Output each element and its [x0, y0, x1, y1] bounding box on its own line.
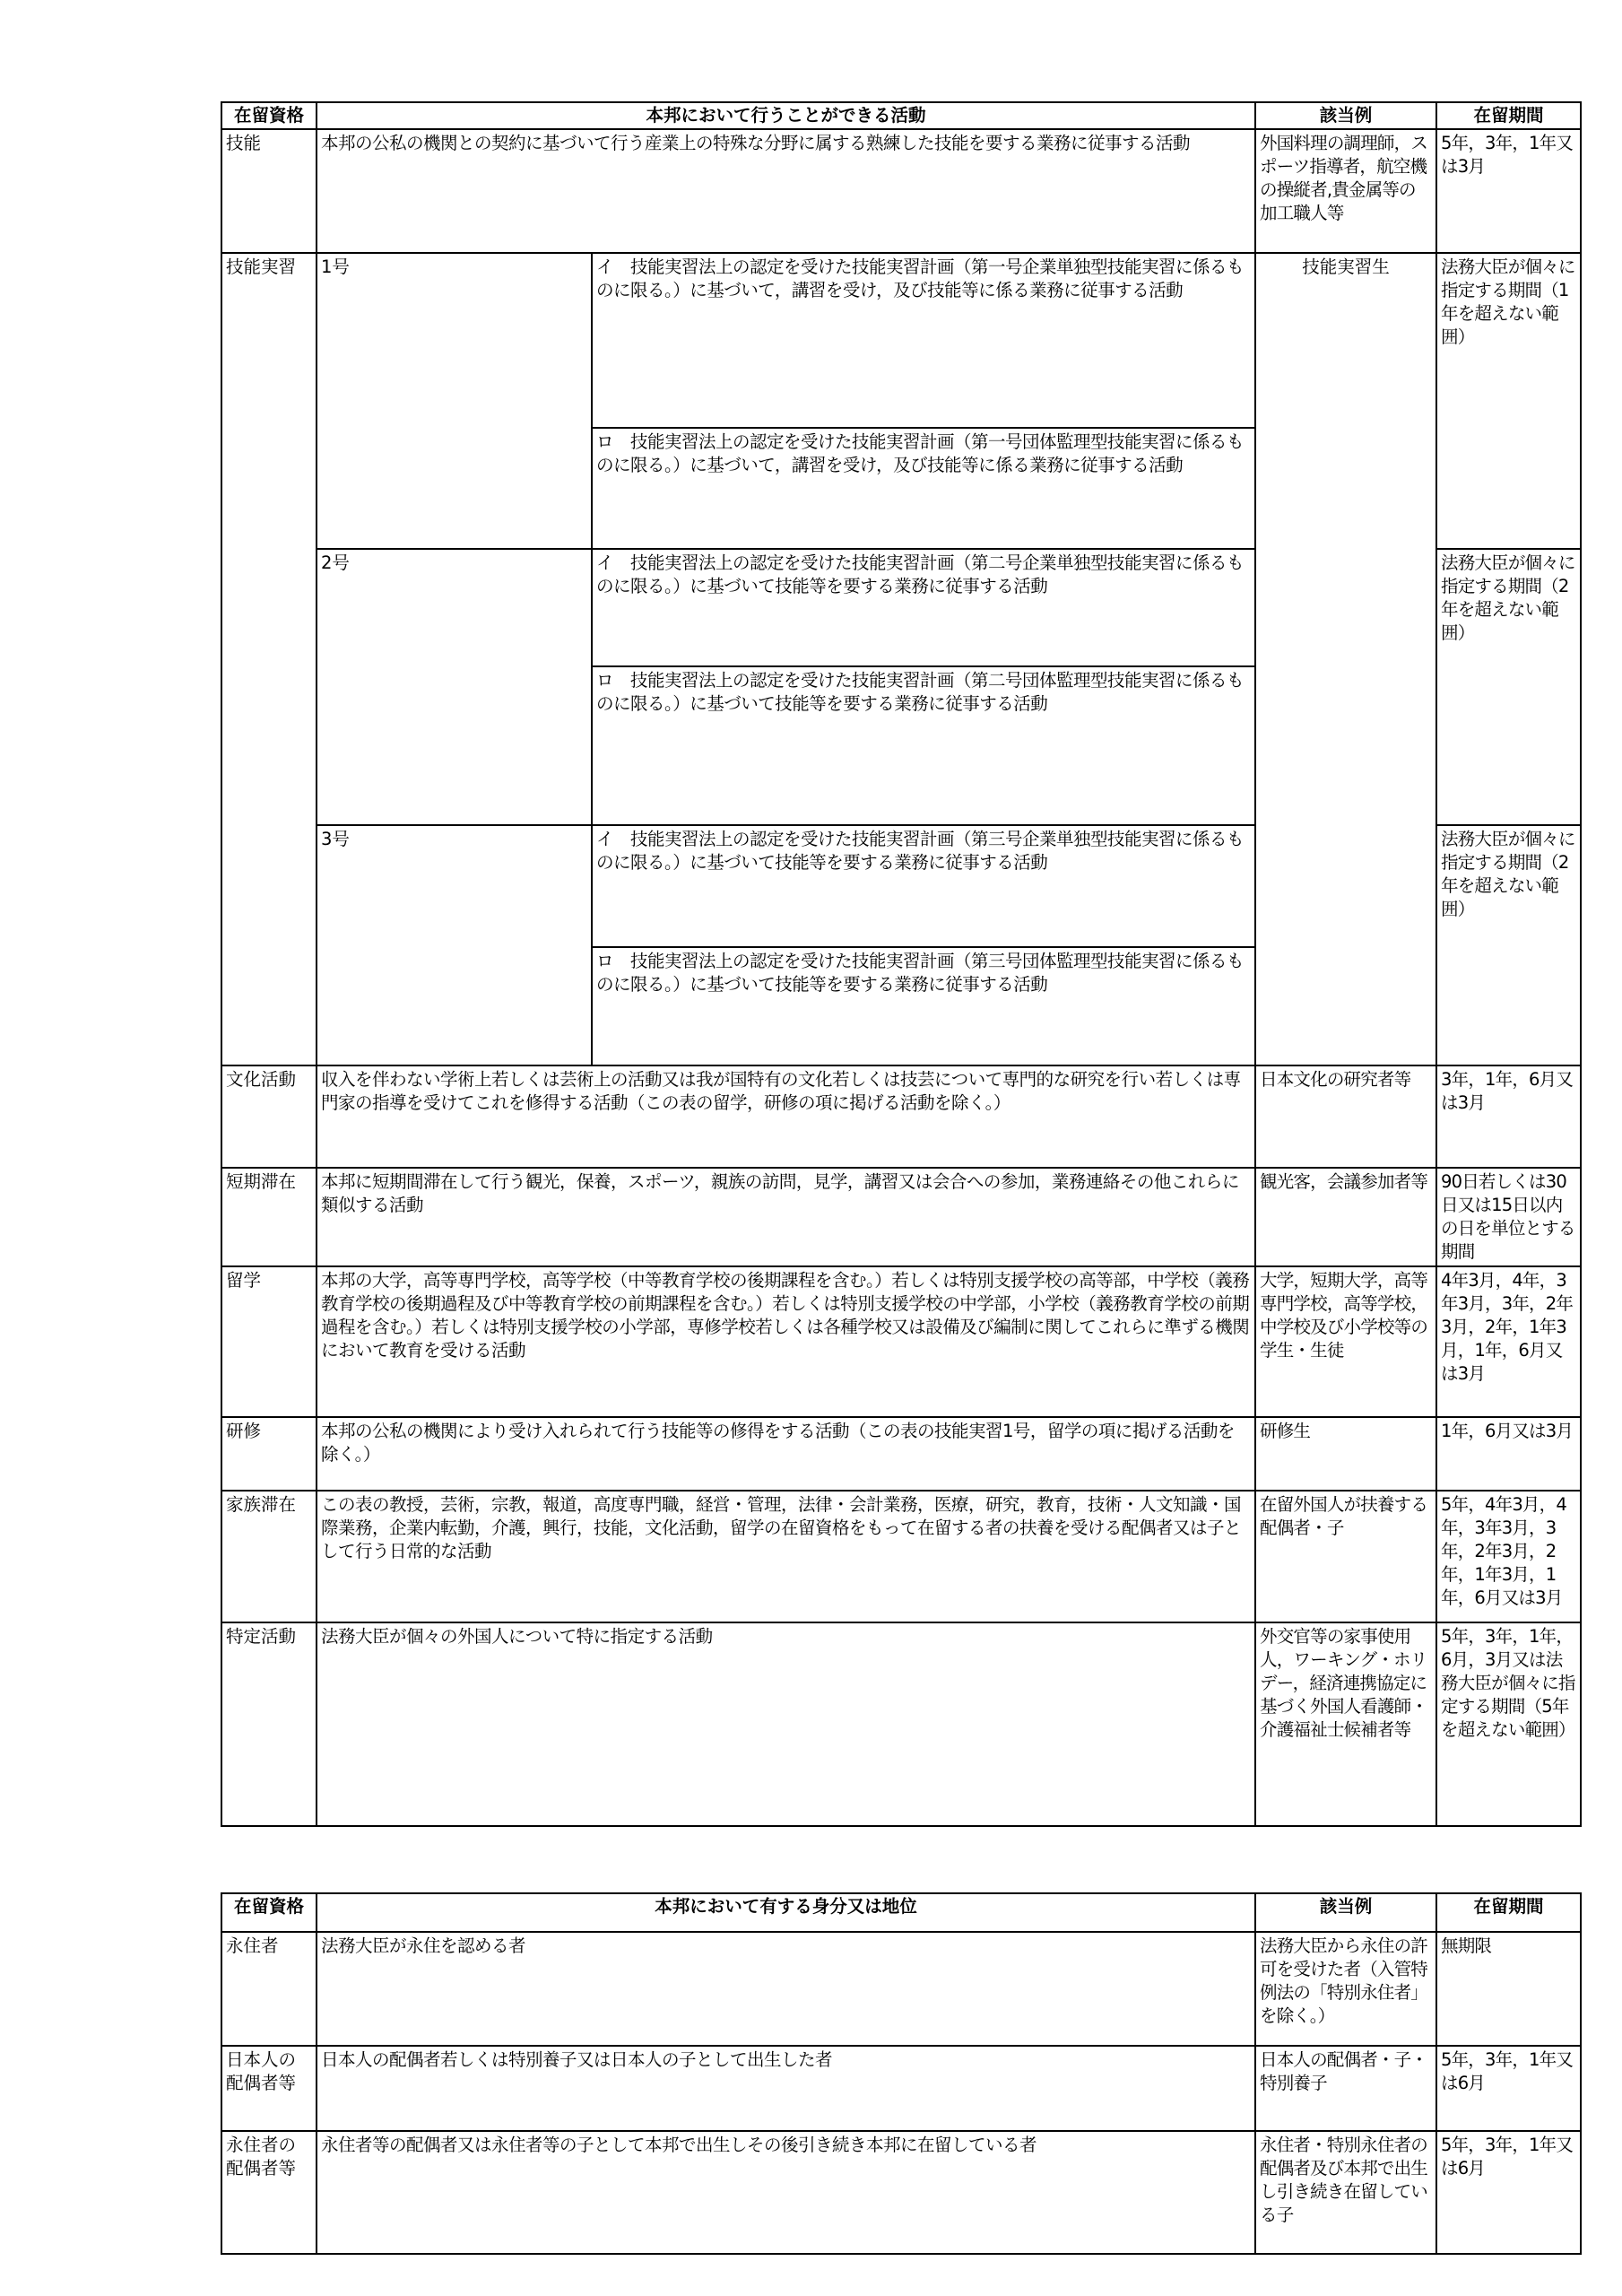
activity-cell: ロ 技能実習法上の認定を受けた技能実習計画（第二号団体監理型技能実習に係るものに限る。）に基づいて技能等を要する業務に従事する活動	[592, 666, 1255, 825]
period-cell: 5年，3年，1年又は6月	[1436, 2131, 1581, 2254]
table-row	[221, 1065, 1581, 1168]
subtype-cell: 3号	[317, 825, 592, 1065]
status-cell: 特定活動	[221, 1622, 317, 1826]
status-cell: 日本人の配偶者等	[221, 2046, 317, 2131]
period-cell: 法務大臣が個々に指定する期間（2年を超えない範囲）	[1436, 825, 1581, 1065]
period-cell: 無期限	[1436, 1932, 1581, 2046]
status-cell: 短期滞在	[221, 1168, 317, 1266]
period-cell: 3年，1年，6月又は3月	[1436, 1065, 1581, 1168]
example-cell: 外交官等の家事使用人，ワーキング・ホリデー，経済連携協定に基づく外国人看護師・介護福祉士候補者等	[1255, 1622, 1436, 1826]
status-activity-table	[221, 101, 1582, 1827]
period-cell: 5年，3年，1年，6月，3月又は法務大臣が個々に指定する期間（5年を超えない範囲）	[1436, 1622, 1581, 1826]
activity-cell: ロ 技能実習法上の認定を受けた技能実習計画（第一号団体監理型技能実習に係るものに限る。）に基づいて，講習を受け，及び技能等に係る業務に従事する活動	[592, 428, 1255, 549]
table-row	[221, 1622, 1581, 1826]
header-period: 在留期間	[1436, 102, 1581, 129]
activity-cell: ロ 技能実習法上の認定を受けた技能実習計画（第三号団体監理型技能実習に係るものに限る。）に基づいて技能等を要する業務に従事する活動	[592, 947, 1255, 1065]
header-period: 在留期間	[1436, 1893, 1581, 1932]
position-cell: 法務大臣が永住を認める者	[317, 1932, 1255, 2046]
activity-cell: 本邦の公私の機関により受け入れられて行う技能等の修得をする活動（この表の技能実習1号，留学の項に掲げる活動を除く。）	[317, 1417, 1255, 1491]
status-cell: 永住者	[221, 1932, 317, 2046]
period-cell: 5年，3年，1年又は6月	[1436, 2046, 1581, 2131]
header-example: 該当例	[1255, 102, 1436, 129]
example-cell: 技能実習生	[1255, 253, 1436, 1065]
position-cell: 日本人の配偶者若しくは特別養子又は日本人の子として出生した者	[317, 2046, 1255, 2131]
period-cell: 法務大臣が個々に指定する期間（1年を超えない範囲）	[1436, 253, 1581, 549]
example-cell: 日本文化の研究者等	[1255, 1065, 1436, 1168]
example-cell: 観光客，会議参加者等	[1255, 1168, 1436, 1266]
header-activity: 本邦において行うことができる活動	[317, 102, 1255, 129]
example-cell: 日本人の配偶者・子・特別養子	[1255, 2046, 1436, 2131]
period-cell: 90日若しくは30日又は15日以内の日を単位とする期間	[1436, 1168, 1581, 1266]
example-cell: 永住者・特別永住者の配偶者及び本邦で出生し引き続き在留している子	[1255, 2131, 1436, 2254]
subtype-cell: 1号	[317, 253, 592, 549]
activity-cell: 法務大臣が個々の外国人について特に指定する活動	[317, 1622, 1255, 1826]
activity-cell: イ 技能実習法上の認定を受けた技能実習計画（第二号企業単独型技能実習に係るものに限る。）に基づいて技能等を要する業務に従事する活動	[592, 549, 1255, 666]
period-cell: 5年，3年，1年又は3月	[1436, 129, 1581, 253]
table-row	[221, 1932, 1581, 2046]
status-cell: 家族滞在	[221, 1491, 317, 1622]
example-cell: 研修生	[1255, 1417, 1436, 1491]
activity-cell: 本邦の大学，高等専門学校，高等学校（中等教育学校の後期課程を含む。）若しくは特別支援学校の高等部，中学校（義務教育学校の後期過程及び中等教育学校の前期課程を含む。）若しくは特別支援学校の中学部，小学校（義務教育学校の前期過程を含む。）若しくは特別支援学校の小学部，専修学校若しくは各種学校又は設備及び編制に関してこれらに準ずる機関において教育を受ける活動	[317, 1266, 1255, 1417]
status-cell: 研修	[221, 1417, 317, 1491]
table-header-row	[221, 102, 1581, 129]
period-cell: 1年，6月又は3月	[1436, 1417, 1581, 1491]
status-cell: 文化活動	[221, 1065, 317, 1168]
activity-cell: 本邦の公私の機関との契約に基づいて行う産業上の特殊な分野に属する熟練した技能を要する業務に従事する活動	[317, 129, 1255, 253]
status-cell: 留学	[221, 1266, 317, 1417]
header-position: 本邦において有する身分又は地位	[317, 1893, 1255, 1932]
activity-cell: 収入を伴わない学術上若しくは芸術上の活動又は我が国特有の文化若しくは技芸について専門的な研究を行い若しくは専門家の指導を受けてこれを修得する活動（この表の留学，研修の項に掲げる活動を除く。）	[317, 1065, 1255, 1168]
activity-cell: 本邦に短期間滞在して行う観光，保養，スポーツ，親族の訪問，見学，講習又は会合への参加，業務連絡その他これらに類似する活動	[317, 1168, 1255, 1266]
table-row	[221, 2131, 1581, 2254]
table-header-row	[221, 1893, 1581, 1932]
status-position-table	[221, 1892, 1582, 2255]
position-cell: 永住者等の配偶者又は永住者等の子として本邦で出生しその後引き続き本邦に在留している者	[317, 2131, 1255, 2254]
table-row	[221, 1491, 1581, 1622]
header-status: 在留資格	[221, 102, 317, 129]
status-cell: 永住者の配偶者等	[221, 2131, 317, 2254]
activity-cell: イ 技能実習法上の認定を受けた技能実習計画（第三号企業単独型技能実習に係るものに限る。）に基づいて技能等を要する業務に従事する活動	[592, 825, 1255, 947]
header-status: 在留資格	[221, 1893, 317, 1932]
table-row	[221, 1417, 1581, 1491]
status-cell: 技能	[221, 129, 317, 253]
example-cell: 在留外国人が扶養する配偶者・子	[1255, 1491, 1436, 1622]
status-cell: 技能実習	[221, 253, 317, 1065]
table-row	[221, 129, 1581, 253]
table-row	[221, 1266, 1581, 1417]
table-row	[221, 253, 1581, 428]
example-cell: 大学，短期大学，高等専門学校，高等学校，中学校及び小学校等の学生・生徒	[1255, 1266, 1436, 1417]
header-example: 該当例	[1255, 1893, 1436, 1932]
subtype-cell: 2号	[317, 549, 592, 825]
example-cell: 外国料理の調理師，スポーツ指導者，航空機の操縦者,貴金属等の加工職人等	[1255, 129, 1436, 253]
activity-cell: イ 技能実習法上の認定を受けた技能実習計画（第一号企業単独型技能実習に係るものに限る。）に基づいて，講習を受け，及び技能等に係る業務に従事する活動	[592, 253, 1255, 428]
table-row	[221, 1168, 1581, 1266]
period-cell: 4年3月，4年，3年3月，3年，2年3月，2年，1年3月，1年，6月又は3月	[1436, 1266, 1581, 1417]
period-cell: 法務大臣が個々に指定する期間（2年を超えない範囲）	[1436, 549, 1581, 825]
table-row	[221, 2046, 1581, 2131]
period-cell: 5年，4年3月，4年，3年3月，3年，2年3月，2年，1年3月，1年，6月又は3月	[1436, 1491, 1581, 1622]
example-cell: 法務大臣から永住の許可を受けた者（入管特例法の「特別永住者」を除く。）	[1255, 1932, 1436, 2046]
activity-cell: この表の教授，芸術，宗教，報道，高度専門職，経営・管理，法律・会計業務，医療，研究，教育，技術・人文知識・国際業務，企業内転勤，介護，興行，技能，文化活動，留学の在留資格をもって在留する者の扶養を受ける配偶者又は子として行う日常的な活動	[317, 1491, 1255, 1622]
